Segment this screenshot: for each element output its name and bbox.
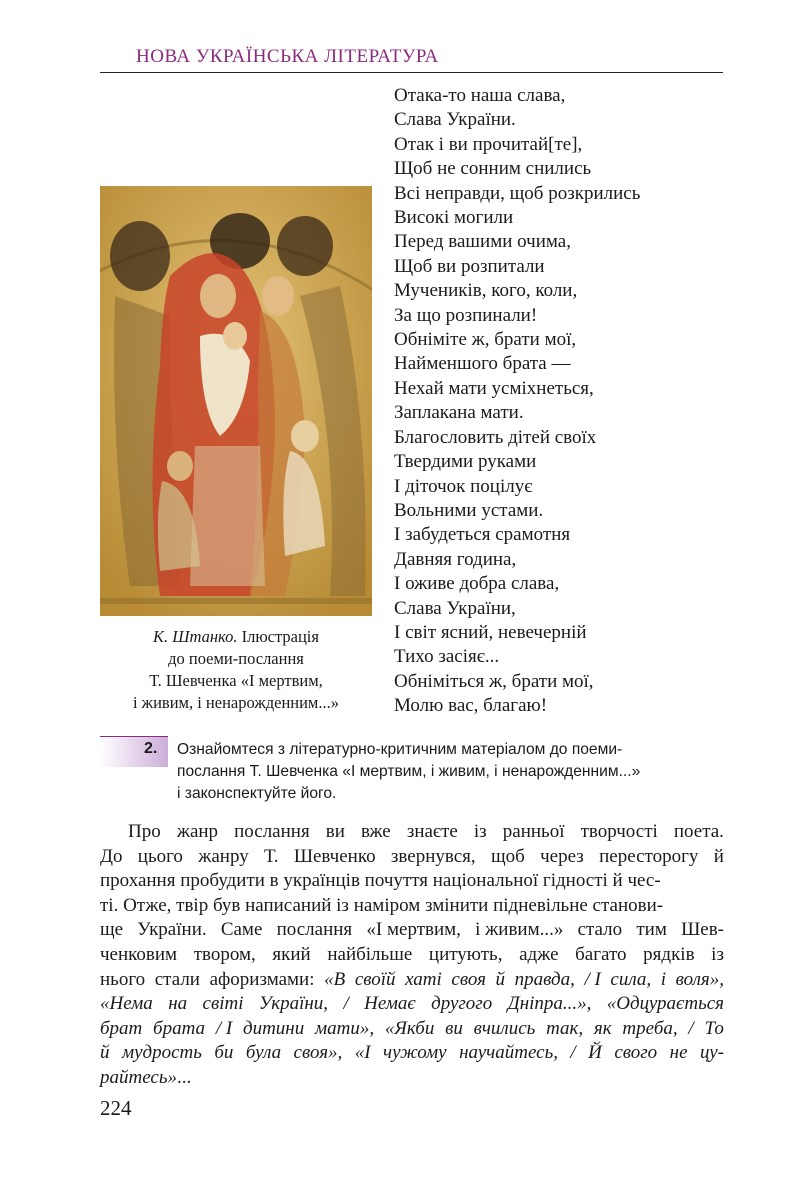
body-text-fragment: прохання пробудити в українців почуття національної гідності й чес-: [100, 870, 661, 892]
body-text-fragment: стали: [154, 968, 200, 990]
body-text-fragment: адже: [519, 943, 559, 965]
body-text-fragment: послання: [234, 821, 310, 842]
poem-line: За що розпинали!: [394, 304, 538, 326]
body-quote-fragment: брата: [153, 1017, 206, 1039]
body-quote-fragment: Немає: [364, 993, 416, 1015]
body-quote-fragment: брат: [100, 1017, 143, 1039]
poem-excerpt: [394, 84, 724, 719]
body-line: [100, 1041, 724, 1066]
body-quote-fragment: сила,: [610, 968, 652, 990]
body-quote-fragment: світі: [202, 993, 244, 1015]
task-line: і законспектуйте його.: [177, 785, 337, 802]
poem-line: Тихо засіяє...: [394, 646, 500, 668]
caption-line: Ілюстрація: [241, 627, 319, 646]
body-text-fragment: із: [473, 821, 487, 842]
body-line: [100, 918, 724, 943]
body-quote-fragment: на: [168, 993, 188, 1015]
body-text-fragment: через: [540, 845, 584, 867]
body-quote-fragment: хаті: [405, 968, 442, 990]
body-line: [100, 869, 724, 894]
body-line: [100, 992, 724, 1017]
body-line: [100, 820, 724, 845]
body-quote-fragment: мудрость: [121, 1042, 202, 1064]
body-quote-fragment: цу-: [699, 1042, 724, 1064]
body-text-fragment: пересторогу: [599, 845, 699, 867]
body-text-fragment: України.: [137, 919, 207, 941]
body-text-fragment: стало: [577, 919, 623, 941]
poem-line: Щоб не сонним снились: [394, 158, 592, 180]
body-quote-fragment: була: [245, 1042, 282, 1064]
body-text-fragment: «І мертвим,: [366, 919, 461, 941]
poem-line: Отака-то наша слава,: [394, 85, 566, 106]
body-quote-fragment: своя»,: [293, 1042, 343, 1064]
body-text-fragment: ранньої: [502, 821, 565, 842]
poem-line: Отак і ви прочитай[те],: [394, 133, 583, 155]
poem-line: І оживе добра слава,: [394, 573, 560, 595]
poem-line: Обніміться ж, брати мої,: [394, 670, 594, 692]
body-quote-fragment: не: [669, 1042, 688, 1064]
illustration-image: [100, 186, 372, 616]
poem-line: Щоб ви розпитали: [394, 255, 545, 277]
body-text-fragment: Шевченко: [293, 845, 376, 867]
poem-line: Заплакана мати.: [394, 402, 524, 424]
body-quote-fragment: / І: [215, 1017, 233, 1039]
body-quote-fragment: /: [688, 1017, 694, 1039]
child-face: [223, 322, 247, 350]
body-text-fragment: послання: [276, 919, 353, 941]
body-quote-fragment: своїй: [354, 968, 396, 990]
caption-author: К. Штанко.: [153, 627, 238, 646]
body-text-fragment: ченковим: [100, 943, 178, 965]
poem-line: Слава України,: [394, 597, 516, 619]
mother-face: [200, 274, 236, 318]
body-text-fragment: який: [272, 943, 311, 965]
task-instruction: [177, 739, 725, 805]
body-line: [100, 968, 724, 993]
body-text-fragment: нього: [100, 968, 146, 990]
body-text-fragment: багато: [575, 943, 627, 965]
body-paragraph: [100, 820, 724, 1091]
task-marker-bar: [100, 737, 168, 767]
body-quote-fragment: другого: [431, 993, 493, 1015]
illustration-caption: [100, 626, 372, 714]
body-text-fragment: твором,: [193, 943, 256, 965]
body-quote-fragment: чужому: [383, 1042, 447, 1064]
body-text-fragment: цитують,: [428, 943, 503, 965]
small-child-left: [167, 451, 193, 481]
poem-line: І забудеться срамотня: [394, 524, 571, 546]
body-text-fragment: ще: [100, 919, 124, 941]
body-text-fragment: Шев-: [681, 919, 724, 941]
body-text-fragment: Саме: [220, 919, 263, 941]
body-quote-fragment: як: [593, 1017, 612, 1039]
body-line: [100, 1066, 724, 1091]
body-quote-fragment: правда,: [514, 968, 575, 990]
body-text-fragment: жанр: [176, 821, 219, 842]
body-quote-fragment: своя: [451, 968, 486, 990]
figure-head-left: [110, 221, 170, 291]
body-quote-fragment: воля»,: [675, 968, 724, 990]
body-text-fragment: цього: [137, 845, 183, 867]
body-quote-fragment: «Нема: [100, 993, 153, 1015]
body-text-fragment: звернувся,: [390, 845, 476, 867]
body-text-fragment: найбільше: [327, 943, 413, 965]
body-line: [100, 845, 724, 870]
task-line: послання Т. Шевченка «І мертвим, і живим, і ненарожденним...»: [177, 763, 641, 780]
body-quote-fragment: Дніпра...»,: [507, 993, 592, 1015]
body-text-fragment: із: [711, 943, 724, 965]
body-text-fragment: ви: [325, 821, 345, 842]
body-quote-fragment: ви: [445, 1017, 463, 1039]
small-child-right: [291, 420, 319, 452]
poem-line: Слава України.: [394, 109, 516, 131]
woman-right-face: [262, 276, 294, 316]
page-number: 224: [100, 1096, 132, 1120]
caption-line: і живим, і ненарожденним...»: [132, 693, 340, 712]
poem-line: Молю вас, благаю!: [394, 695, 548, 717]
body-text-fragment: Т.: [264, 845, 279, 867]
body-text-fragment: й: [713, 845, 724, 867]
poem-line: Мучеників, кого, коли,: [394, 280, 578, 302]
figure-head-right: [277, 216, 333, 276]
body-quote-fragment: /: [570, 1042, 576, 1064]
body-text-fragment: поета.: [673, 821, 724, 842]
body-text-fragment: жанру: [198, 845, 249, 867]
body-text-fragment: ті. Отже, твір був написаний із наміром змінити підневільне станови-: [100, 894, 664, 916]
body-quote-fragment: райтесь»: [100, 1066, 177, 1088]
poem-line: Найменшого брата —: [394, 353, 571, 375]
poem-line: Високі могили: [394, 207, 514, 229]
poem-line: Перед вашими очима,: [394, 231, 571, 253]
body-quote-fragment: «Якби: [384, 1017, 435, 1039]
poem-line: Давняя година,: [394, 548, 517, 570]
body-quote-fragment: «І: [354, 1042, 371, 1064]
caption-line: Т. Шевченка «І мертвим,: [149, 671, 323, 690]
body-quote-fragment: свого: [614, 1042, 658, 1064]
body-text-fragment: щоб: [490, 845, 525, 867]
body-quote-fragment: /: [343, 993, 349, 1015]
poem-line: І світ ясний, невечерній: [394, 621, 587, 643]
poem-line: Благословить дітей своїх: [394, 426, 597, 448]
caption-line: до поеми-послання: [168, 649, 304, 668]
poem-line: Вольними устами.: [394, 499, 544, 521]
body-quote-fragment: Й: [588, 1042, 602, 1064]
body-text-fragment: До: [100, 845, 123, 867]
poem-line: Твердими руками: [394, 451, 537, 473]
poem-line: Нехай мати усміхнеться,: [394, 377, 594, 399]
painting-svg: [100, 186, 372, 616]
body-quote-fragment: вчились: [473, 1017, 536, 1039]
body-text-fragment: Про: [128, 821, 161, 842]
body-quote-fragment: мати»,: [314, 1017, 375, 1039]
poem-line: Всі неправди, щоб розкрились: [394, 182, 641, 204]
body-quote-fragment: То: [704, 1017, 724, 1039]
poem-line: Обніміте ж, брати мої,: [394, 329, 577, 351]
body-text-fragment: рядків: [643, 943, 695, 965]
body-line: [100, 943, 724, 968]
task-number: 2.: [144, 740, 158, 757]
body-text-fragment: творчості: [580, 821, 658, 842]
body-quote-fragment: би: [214, 1042, 234, 1064]
body-text-fragment: тим: [636, 919, 667, 941]
body-quote-fragment: научайтесь,: [459, 1042, 558, 1064]
body-quote-fragment: так,: [546, 1017, 584, 1039]
body-text-fragment: і живим...»: [475, 919, 564, 941]
body-line: [100, 894, 724, 919]
body-text-fragment: вже: [361, 821, 391, 842]
body-quote-fragment: й: [495, 968, 506, 990]
body-quote-fragment: «Одцурається: [606, 993, 724, 1015]
body-text-fragment: ...: [176, 1066, 192, 1088]
body-text-fragment: афоризмами:: [209, 968, 315, 990]
poem-line: І діточок поцілує: [394, 475, 533, 497]
task-line: Ознайомтеся з літературно-критичним матеріалом до поеми-: [177, 741, 623, 758]
body-quote-fragment: дитини: [242, 1017, 305, 1039]
body-quote-fragment: України,: [258, 993, 329, 1015]
body-text-fragment: знаєте: [406, 821, 458, 842]
body-quote-fragment: й: [100, 1042, 110, 1064]
running-header-title: НОВА УКРАЇНСЬКА ЛІТЕРАТУРА: [136, 46, 439, 67]
body-quote-fragment: «В: [324, 968, 346, 990]
body-quote-fragment: / І: [584, 968, 601, 990]
body-line: [100, 1017, 724, 1042]
body-quote-fragment: і: [660, 968, 666, 990]
body-quote-fragment: треба,: [622, 1017, 678, 1039]
header-divider: [100, 72, 723, 73]
